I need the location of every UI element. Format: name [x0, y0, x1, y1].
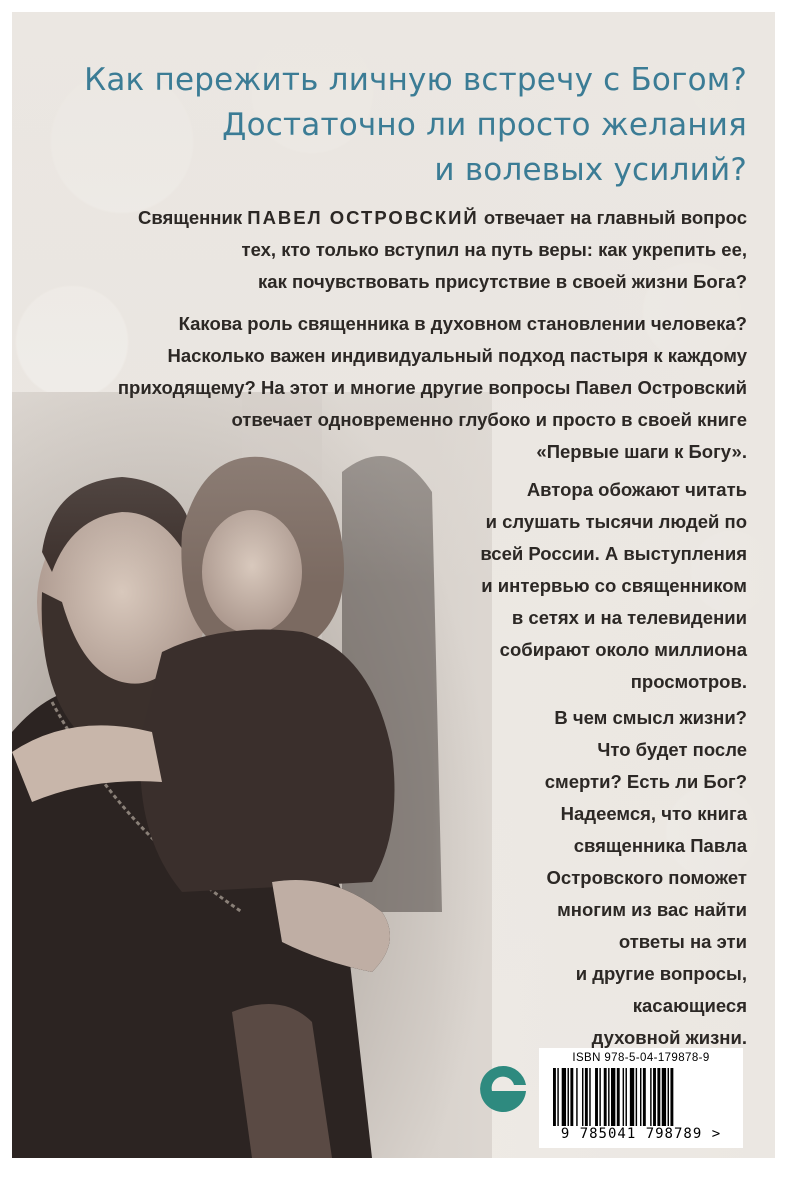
headline-line: Как пережить личную встречу с Богом?	[84, 62, 747, 98]
text-line: собирают около миллиона	[499, 639, 747, 660]
text-line: всей России. А выступления	[480, 543, 747, 564]
text-line: духовной жизни.	[591, 1027, 747, 1048]
text-line: Надеемся, что книга	[560, 803, 747, 824]
barcode-bar	[562, 1068, 566, 1126]
headline-line: и волевых усилий?	[434, 152, 747, 188]
barcode-bar	[636, 1068, 637, 1126]
text-line: и другие вопросы,	[575, 963, 747, 984]
text-line: отвечает одновременно глубоко и просто в своей книге	[231, 409, 747, 430]
text-line: «Первые шаги к Богу».	[536, 441, 747, 462]
barcode-bar	[553, 1068, 556, 1126]
barcode-bar	[570, 1068, 573, 1126]
barcode-bar	[611, 1068, 615, 1126]
barcode-bar	[626, 1068, 627, 1126]
role-paragraph	[118, 308, 747, 468]
barcode-bar	[617, 1068, 620, 1126]
barcode-bar	[604, 1068, 607, 1126]
text-line: касающиеся	[632, 995, 747, 1016]
barcode-bar	[657, 1068, 660, 1126]
text-line: в сетях и на телевидении	[511, 607, 747, 628]
barcode-bar	[599, 1068, 600, 1126]
intro-prefix: Священник	[137, 207, 248, 228]
text-line: ответы на эти	[618, 931, 747, 952]
headline-line: Достаточно ли просто желания	[222, 107, 747, 143]
eksmo-e-logo-icon	[474, 1060, 532, 1118]
text-line: Островского поможет	[546, 867, 747, 888]
questions-paragraph	[545, 702, 747, 1054]
author-name: ПАВЕЛ ОСТРОВСКИЙ	[247, 207, 479, 228]
barcode-bar	[585, 1068, 588, 1126]
barcode-bar	[589, 1068, 590, 1126]
barcode-bar	[557, 1068, 558, 1126]
barcode-bar	[662, 1068, 666, 1126]
barcode-bar	[668, 1068, 669, 1126]
barcode-bar	[630, 1068, 634, 1126]
barcode-bar	[576, 1068, 577, 1126]
book-back-cover	[12, 12, 775, 1158]
text-line: многим из вас найти	[557, 899, 747, 920]
text-line: просмотров.	[630, 671, 747, 692]
intro-line	[138, 202, 747, 234]
text-line: Какова роль священника в духовном становлении человека?	[178, 313, 747, 334]
barcode-bar	[568, 1068, 569, 1126]
barcode-bar	[670, 1068, 673, 1126]
text-line: Насколько важен индивидуальный подход пастыря к каждому	[167, 345, 747, 366]
isbn-label: ISBN 978-5-04-179878-9	[572, 1052, 710, 1064]
text-line: священника Павла	[573, 835, 747, 856]
barcode-bars	[551, 1068, 731, 1126]
intro-line: тех, кто только вступил на путь веры: как укрепить ее,	[241, 239, 747, 260]
text-line: Что будет после	[597, 739, 747, 760]
text-line: и интервью со священником	[481, 575, 747, 596]
text-line: смерти? Есть ли Бог?	[544, 771, 747, 792]
barcode-block	[539, 1048, 743, 1148]
headline	[12, 58, 747, 193]
text-line: приходящему? На этот и многие другие вопросы Павел Островский	[117, 377, 747, 398]
text-line: и слушать тысячи людей по	[485, 511, 747, 532]
text-line: В чем смысл жизни?	[554, 707, 747, 728]
barcode-bar	[640, 1068, 641, 1126]
popularity-paragraph	[480, 474, 747, 698]
barcode-bar	[608, 1068, 609, 1126]
ean-number: 9 785041 798789 >	[560, 1126, 722, 1142]
barcode-bar	[643, 1068, 646, 1126]
barcode-bar	[595, 1068, 598, 1126]
intro-paragraph	[138, 202, 747, 298]
barcode-bar	[623, 1068, 624, 1126]
intro-line: как почувствовать присутствие в своей жизни Бога?	[258, 271, 747, 292]
intro-suffix: отвечает на главный вопрос	[478, 207, 747, 228]
barcode-bar	[650, 1068, 651, 1126]
text-line: Автора обожают читать	[526, 479, 747, 500]
barcode-bar	[582, 1068, 583, 1126]
barcode-bar	[653, 1068, 656, 1126]
